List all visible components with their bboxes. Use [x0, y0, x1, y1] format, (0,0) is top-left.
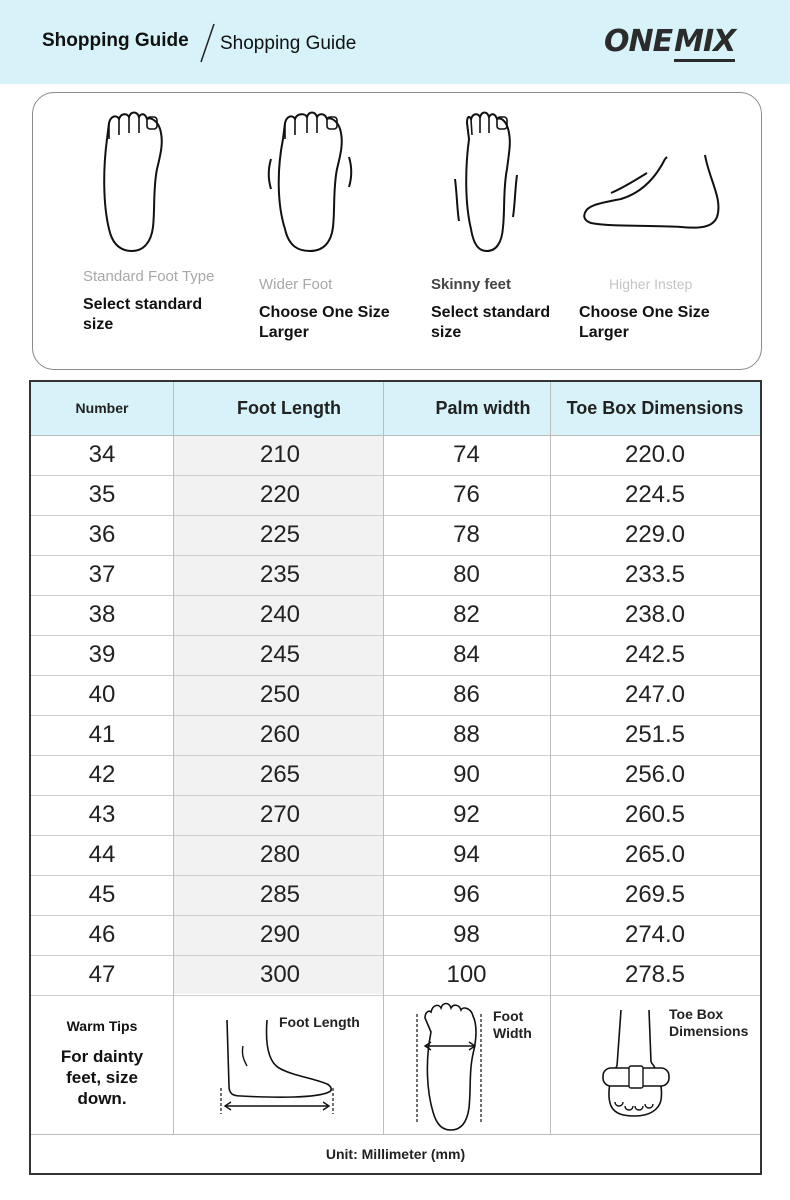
foot-type-advice: Select standard size — [83, 296, 203, 333]
table-row — [31, 595, 760, 636]
size-number-cell: 45 — [88, 881, 116, 908]
foot-length-cell: 270 — [259, 801, 301, 828]
foot-type-name: Higher Instep — [609, 276, 693, 292]
toe-box-cell: 220.0 — [624, 441, 686, 468]
toe-box-cell: 242.5 — [624, 641, 686, 668]
header-title: Shopping Guide — [42, 30, 189, 51]
toe-box-cell: 238.0 — [624, 601, 686, 628]
foot-length-cell: 225 — [259, 521, 301, 548]
palm-width-cell: 80 — [453, 561, 480, 588]
foot-type-wider — [259, 275, 409, 343]
foot-width-label: Foot Width — [493, 1008, 532, 1041]
foot-type-name: Wider Foot — [259, 276, 333, 293]
toe-box-cell: 256.0 — [624, 761, 686, 788]
size-number-cell: 47 — [88, 961, 116, 988]
foot-type-advice: Choose One Size Larger — [579, 304, 710, 341]
header-toe-box: Toe Box Dimensions — [566, 398, 744, 418]
wider-foot-icon — [265, 109, 355, 255]
toe-box-cell: 251.5 — [624, 721, 686, 748]
toe-box-cell: 260.5 — [624, 801, 686, 828]
foot-type-panel — [32, 92, 762, 370]
foot-length-cell: 260 — [259, 721, 301, 748]
size-number-cell: 46 — [88, 921, 116, 948]
header-number: Number — [75, 400, 129, 416]
foot-length-cell: 265 — [259, 761, 301, 788]
brand-logo — [604, 24, 735, 59]
table-row — [31, 715, 760, 756]
palm-width-cell: 82 — [453, 601, 480, 628]
palm-width-cell: 98 — [453, 921, 480, 948]
foot-length-cell: 220 — [259, 481, 301, 508]
high-instep-foot-icon — [581, 149, 725, 235]
foot-length-cell: 290 — [259, 921, 301, 948]
header — [0, 0, 790, 84]
foot-length-diagram-icon — [217, 1016, 343, 1120]
toe-box-cell: 247.0 — [624, 681, 686, 708]
table-row — [31, 835, 760, 876]
size-number-cell: 44 — [88, 841, 116, 868]
size-number-cell: 34 — [88, 441, 116, 468]
unit-note: Unit: Millimeter (mm) — [325, 1146, 466, 1162]
toe-box-cell: 229.0 — [624, 521, 686, 548]
palm-width-cell: 94 — [453, 841, 480, 868]
table-row — [31, 875, 760, 916]
palm-width-cell: 74 — [453, 441, 480, 468]
tips-row — [31, 994, 760, 1135]
header-foot-length: Foot Length — [237, 398, 341, 418]
foot-length-cell: 250 — [259, 681, 301, 708]
size-number-cell: 35 — [88, 481, 116, 508]
size-number-cell: 41 — [88, 721, 116, 748]
foot-length-cell: 245 — [259, 641, 301, 668]
table-row — [31, 435, 760, 476]
foot-width-diagram-icon — [411, 1002, 487, 1132]
foot-length-cell: 285 — [259, 881, 301, 908]
table-row — [31, 675, 760, 716]
foot-length-label: Foot Length — [279, 1014, 360, 1030]
table-header — [31, 382, 760, 436]
table-row — [31, 475, 760, 516]
toe-box-diagram-icon — [599, 1006, 675, 1120]
palm-width-cell: 86 — [453, 681, 480, 708]
toe-box-cell: 233.5 — [624, 561, 686, 588]
foot-type-advice: Choose One Size Larger — [259, 304, 390, 341]
header-palm-width: Palm width — [435, 398, 531, 418]
size-number-cell: 36 — [88, 521, 116, 548]
toe-box-cell: 224.5 — [624, 481, 686, 508]
table-row — [31, 515, 760, 556]
size-number-cell: 39 — [88, 641, 116, 668]
size-number-cell: 42 — [88, 761, 116, 788]
header-subtitle: Shopping Guide — [220, 33, 357, 54]
standard-foot-icon — [97, 109, 167, 255]
toe-box-label: Toe Box Dimensions — [669, 1006, 749, 1039]
foot-type-name: Standard Foot Type — [83, 268, 215, 285]
table-row — [31, 915, 760, 956]
foot-length-cell: 240 — [259, 601, 301, 628]
size-number-cell: 38 — [88, 601, 116, 628]
size-table — [29, 380, 762, 1175]
skinny-foot-icon — [447, 109, 527, 255]
foot-type-standard — [83, 267, 233, 335]
foot-length-cell: 300 — [259, 961, 301, 988]
toe-box-cell: 269.5 — [624, 881, 686, 908]
foot-length-cell: 280 — [259, 841, 301, 868]
palm-width-cell: 78 — [453, 521, 480, 548]
palm-width-cell: 100 — [446, 961, 487, 988]
foot-type-skinny — [431, 275, 581, 343]
palm-width-cell: 88 — [453, 721, 480, 748]
palm-width-cell: 76 — [453, 481, 480, 508]
logo-part-one: ONE — [604, 24, 673, 59]
table-row — [31, 555, 760, 596]
table-row — [31, 755, 760, 796]
foot-length-cell: 210 — [259, 441, 301, 468]
logo-part-mix: MIX — [674, 24, 735, 62]
palm-width-cell: 84 — [453, 641, 480, 668]
toe-box-cell: 278.5 — [624, 961, 686, 988]
size-number-cell: 43 — [88, 801, 116, 828]
palm-width-cell: 90 — [453, 761, 480, 788]
palm-width-cell: 92 — [453, 801, 480, 828]
toe-box-cell: 274.0 — [624, 921, 686, 948]
toe-box-cell: 265.0 — [624, 841, 686, 868]
size-number-cell: 40 — [88, 681, 116, 708]
slash-divider — [198, 22, 216, 64]
foot-length-cell: 235 — [259, 561, 301, 588]
foot-type-high-instep — [579, 275, 761, 343]
palm-width-cell: 96 — [453, 881, 480, 908]
size-number-cell: 37 — [88, 561, 116, 588]
table-row — [31, 795, 760, 836]
foot-type-name: Skinny feet — [431, 276, 512, 293]
warm-tips-title: Warm Tips — [66, 1018, 138, 1034]
foot-type-advice: Select standard size — [431, 304, 551, 341]
table-row — [31, 635, 760, 676]
warm-tips-text: For dainty feet, size down. — [60, 1047, 144, 1108]
table-row — [31, 955, 760, 996]
